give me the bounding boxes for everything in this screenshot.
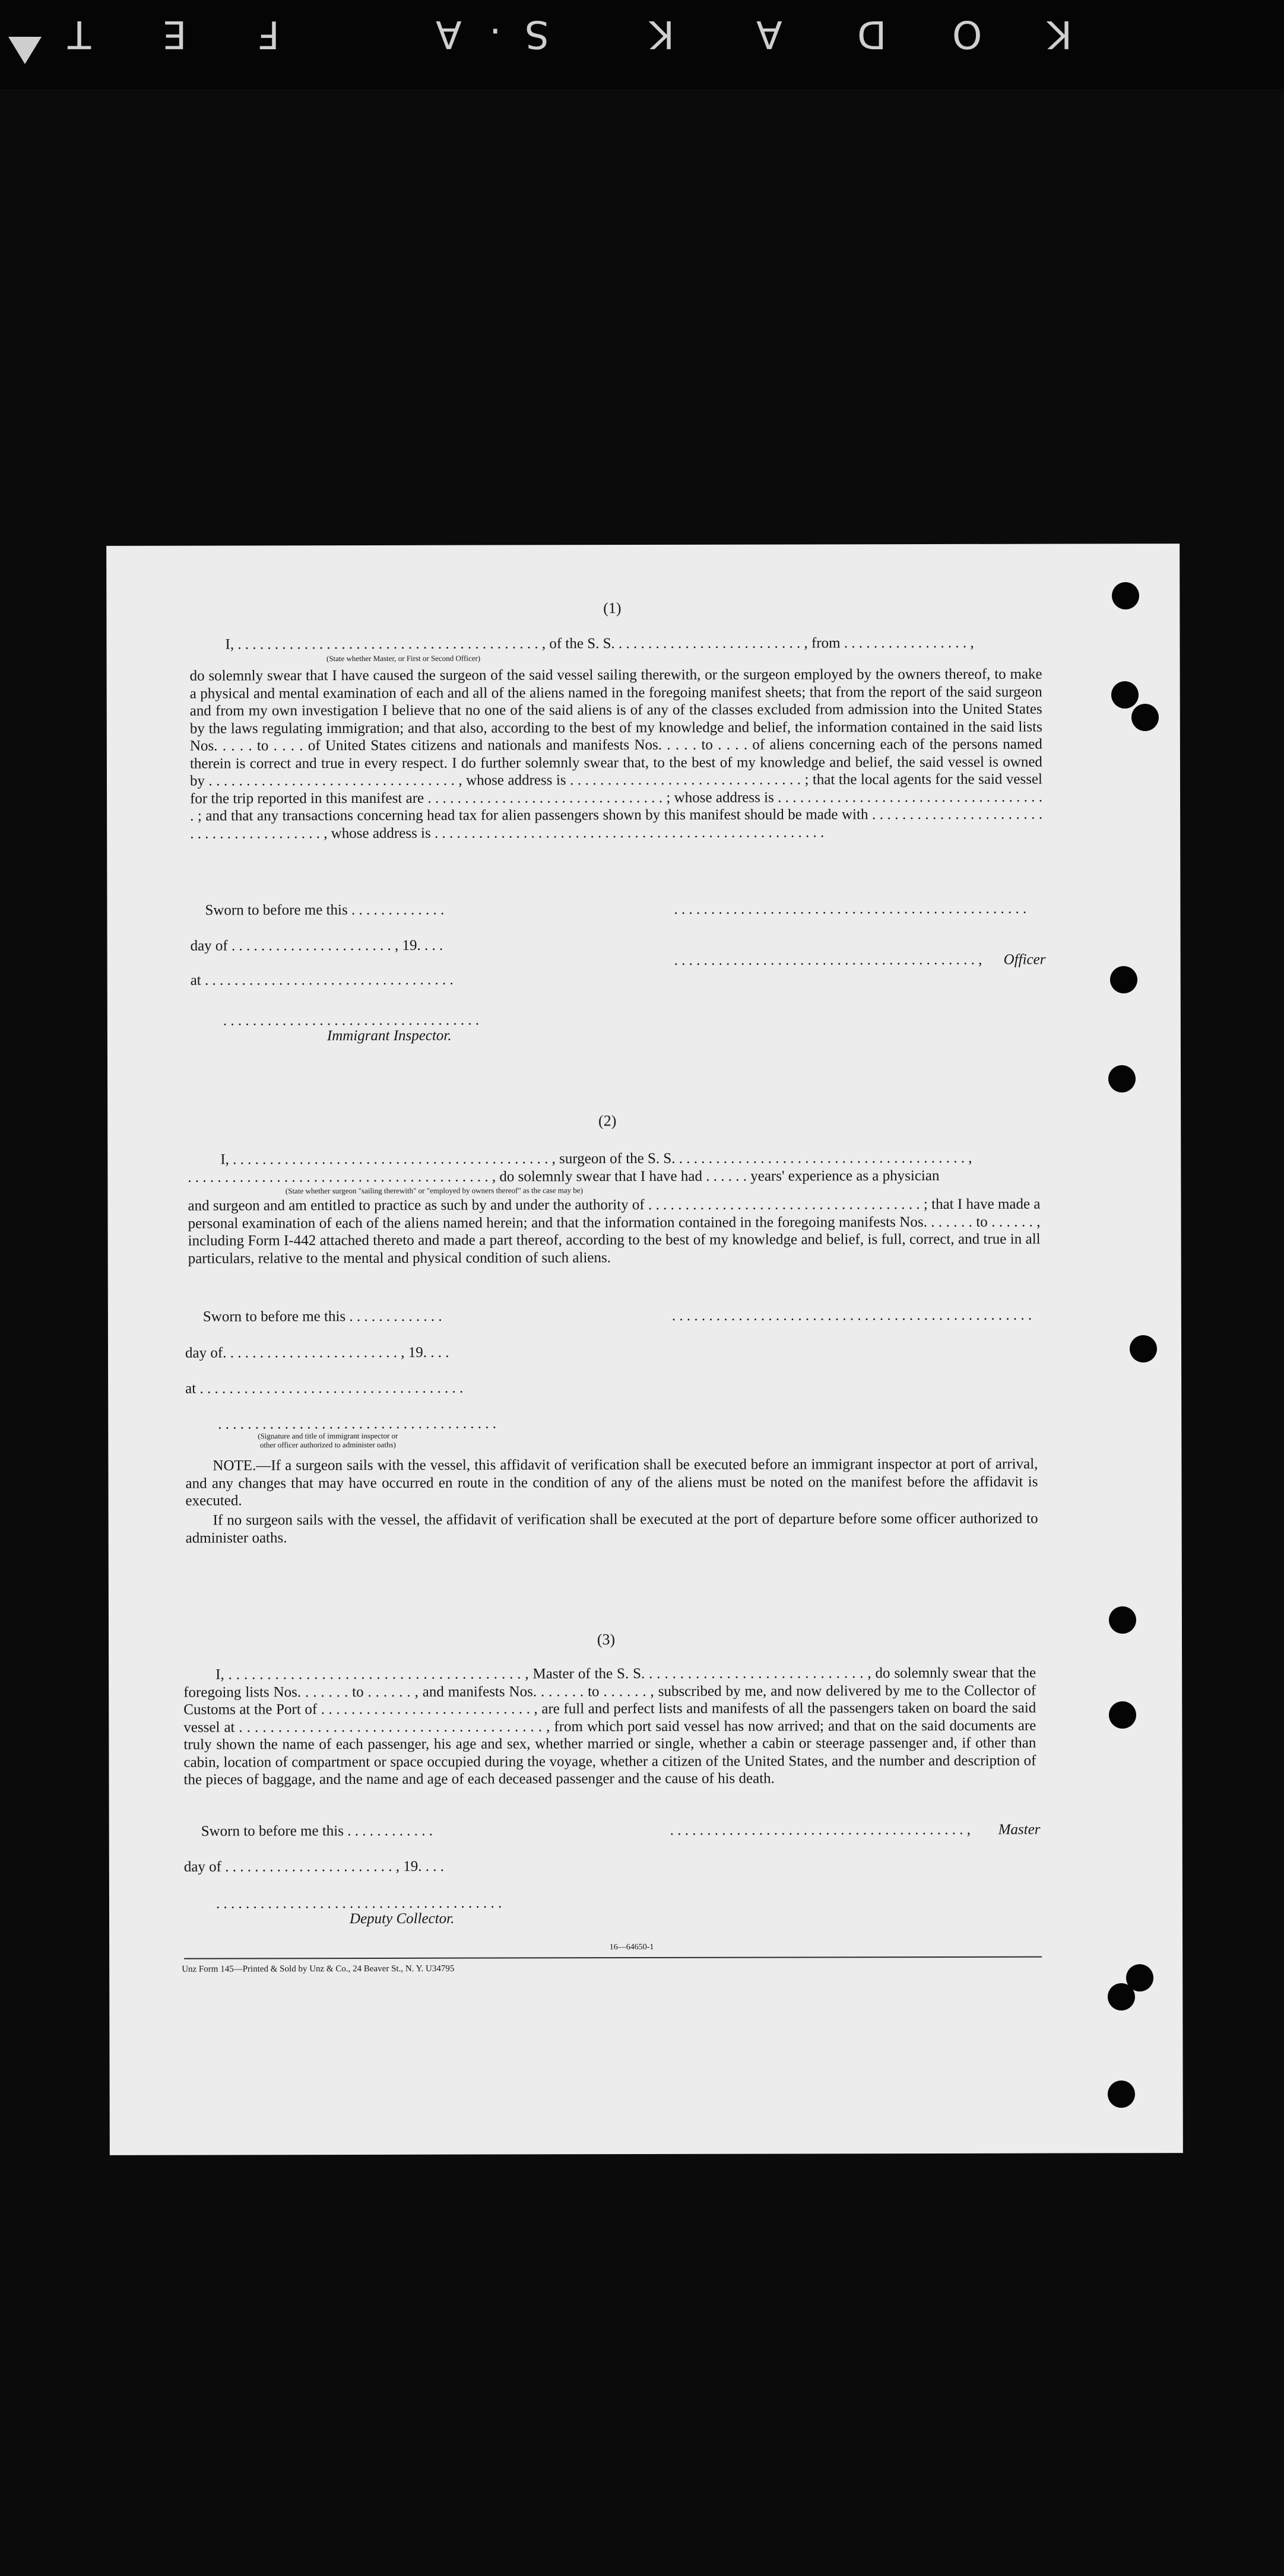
section-2-first-line: I, . . . . . . . . . . . . . . . . . . . . . . . . . . . . . . . . . . . . . . . . . . . , surgeon of the S. S. . . . . . . . . . . . . . . . . . . . . . . . . . . . . . . . . . . . . . . . , (220, 1149, 972, 1168)
film-letter: D (855, 12, 887, 56)
section-2-signature-dots: . . . . . . . . . . . . . . . . . . . . . . . . . . . . . . . . . . . . . . (218, 1415, 497, 1432)
section-2-second-line: . . . . . . . . . . . . . . . . . . . . . . . . . . . . . . . . . . . . . . . . . , do solemnly swear that I have had . . . . . . years' experience as a physician (188, 1167, 940, 1186)
film-letter: E (160, 12, 187, 56)
section-3-sworn: Sworn to before me this . . . . . . . . . . . . (201, 1822, 433, 1840)
section-1-sworn-signature: . . . . . . . . . . . . . . . . . . . . . . . . . . . . . . . . . . . . . . . . . . . . . . . . (674, 900, 1027, 917)
film-letter: S (522, 12, 549, 56)
binder-hole (1112, 582, 1139, 609)
film-letter: A (433, 12, 462, 56)
note-label: NOTE. (213, 1457, 256, 1474)
binder-hole (1130, 1335, 1157, 1362)
section-2-oath-body: and surgeon and am entitled to practice as such by and under the authority of . . . . . . . . . . . . . . . . . . . . . . . . . . . . . . . . . . . . . ; that I have made a personal examination of each of the aliens named herein; and that the information contained in the foregoing manifests Nos. . . . . . . to . . . . . . , including Form I-442 attached thereto and made a part thereof, according to the best of my knowledge and belief, is full, correct, and true in all particulars, relative to the mental and physical condition of such aliens. (188, 1196, 1041, 1267)
section-1-day: day of . . . . . . . . . . . . . . . . . . . . . . , 19. . . . (190, 937, 443, 954)
manifest-affidavit-page (106, 544, 1183, 2155)
binder-hole (1108, 1065, 1136, 1092)
film-letter: K (1045, 12, 1072, 56)
section-1-number: (1) (603, 599, 622, 617)
section-3-master-line: . . . . . . . . . . . . . . . . . . . . . . . . . . . . . . . . . . . . . . . . , (670, 1821, 971, 1838)
binder-hole (1111, 681, 1139, 709)
binder-hole (1109, 1606, 1136, 1634)
section-2-note-2: If no surgeon sails with the vessel, the affidavit of verification shall be executed at the port of departure before some officer authorized to administer oaths. (185, 1510, 1038, 1546)
film-brand-text (0, 8, 1284, 77)
section-3-collector-label: Deputy Collector. (349, 1910, 455, 1927)
section-3-oath-body: I, . . . . . . . . . . . . . . . . . . . . . . . . . . . . . . . . . . . . . . , Master of the S. S. . . . . . . . . . . . . . . . . . . . . . . . . . . . . , do solemnly swear that the foregoing lists Nos. . . . . . . to . . . . . . , and manifests Nos. . . . . . . to . . . . . . , subscribed by me, and now delivered by me to the Collector of Customs at the Port of . . . . . . . . . . . . . . . . . . . . . . . . . . . . , are full and perfect lists and manifests of all the passengers taken on board the said vessel at . . . . . . . . . . . . . . . . . . . . . . . . . . . . . . . . . . . . . . . , from which port said vessel has now arrived; and that on the said documents are truly shown the name of each passenger, his age and sex, whether married or single, whether a cabin or steerage passenger and, if other than cabin, location of compartment or space occupied during the voyage, whether a citizen of the United States, and the number and description of the pieces of baggage, and the name and age of each deceased passenger and the cause of his death. (183, 1665, 1036, 1788)
section-2-at: at . . . . . . . . . . . . . . . . . . . . . . . . . . . . . . . . . . . . (185, 1380, 464, 1397)
binder-hole (1131, 704, 1159, 731)
section-2-sworn-signature: . . . . . . . . . . . . . . . . . . . . . . . . . . . . . . . . . . . . . . . . . . . . . . . . . (671, 1307, 1032, 1324)
footer-rule (184, 1956, 1042, 1959)
section-1-inspector-label: Immigrant Inspector. (326, 1027, 452, 1044)
section-1-first-line: I, . . . . . . . . . . . . . . . . . . . . . . . . . . . . . . . . . . . . . . . . . , of the S. S. . . . . . . . . . . . . . . . . . . . . . . . . . , from . . . . . . . . . . . . . . . . . , (225, 634, 974, 653)
section-2-day: day of. . . . . . . . . . . . . . . . . . . . . . . . , 19. . . . (185, 1344, 449, 1361)
film-letter: A (754, 12, 782, 56)
section-1-sworn: Sworn to before me this . . . . . . . . . . . . . (205, 901, 445, 919)
printer-imprint: Unz Form 145—Printed & Sold by Unz & Co., 24 Beaver St., N. Y. U34795 (182, 1964, 455, 1974)
section-2-signature-note-1: (Signature and title of immigrant inspector or (258, 1431, 398, 1441)
section-1-officer-label: Officer (1003, 951, 1046, 968)
film-letter: F (255, 12, 280, 56)
section-2-note-1 (185, 1456, 1038, 1510)
section-2-surgeon-note: (State whether surgeon "sailing therewith" or "employed by owners thereof" as the case may be) (285, 1186, 584, 1196)
section-1-oath-body: do solemnly swear that I have caused the surgeon of the said vessel sailing therewith, or the surgeon employed by the owners thereof, to make a physical and mental examination of each and all of the aliens named in the foregoing manifest sheets; that from the report of the said surgeon and from my own investigation I believe that no one of the said aliens is of any of the classes excluded from admission into the United States by the laws regulating immigration; and that also, according to the best of my knowledge and belief, the information contained in the said lists Nos. . . . . to . . . . of United States citizens and nationals and manifests Nos. . . . . to . . . . of aliens concerning each of the persons named therein is correct and true in every respect. I do further solemnly swear that, to the best of my knowledge and belief, the said vessel is owned by . . . . . . . . . . . . . . . . . . . . . . . . . . . . . . . . . , whose address is . . . . . . . . . . . . . . . . . . . . . . . . . . . . . . . ; that the local agents for the said vessel for the trip reported in this manifest are . . . . . . . . . . . . . . . . . . . . . . . . . . . . . . . . ; whose address is . . . . . . . . . . . . . . . . . . . . . . . . . . . . . . . . . . . . . ; and that any transactions concerning head tax for alien passengers shown by this manifest should be made with . . . . . . . . . . . . . . . . . . . . . . . . . . . . . . . . . . . . . . . . . , whose address is . . . . . . . . . . . . . . . . . . . . . . . . . . . . . . . . . . . . . . . . . . . . . . . . . . . . . (189, 666, 1043, 842)
section-1-inspector-dots: . . . . . . . . . . . . . . . . . . . . . . . . . . . . . . . . . . . (223, 1012, 480, 1029)
section-3-number: (3) (597, 1631, 616, 1648)
section-1-at: at . . . . . . . . . . . . . . . . . . . . . . . . . . . . . . . . . . (190, 971, 454, 989)
film-separator: · (487, 8, 502, 52)
note-1-text: —If a surgeon sails with the vessel, this affidavit of verification shall be executed before an immigrant inspector at port of arrival, and any changes that may have occurred en route in the condition of any of the aliens must be noted on the manifest before the affidavit is executed. (185, 1456, 1038, 1509)
section-3-master-label: Master (998, 1821, 1041, 1838)
section-2-number: (2) (598, 1112, 617, 1130)
film-letter: O (950, 12, 982, 56)
section-2-signature-note-2: other officer authorized to administer oaths) (259, 1440, 396, 1450)
film-letter: K (647, 12, 674, 56)
binder-hole (1108, 1983, 1135, 2010)
film-edge-strip (0, 0, 1284, 89)
section-3-day: day of . . . . . . . . . . . . . . . . . . . . . . . , 19. . . . (183, 1858, 445, 1875)
binder-hole (1110, 966, 1137, 993)
section-3-collector-dots: . . . . . . . . . . . . . . . . . . . . . . . . . . . . . . . . . . . . . . . (215, 1895, 502, 1912)
film-letter: T (65, 12, 91, 56)
section-1-officer-line: . . . . . . . . . . . . . . . . . . . . . . . . . . . . . . . . . . . . . . . . . , (674, 951, 982, 968)
section-2-sworn: Sworn to before me this . . . . . . . . . . . . . (202, 1308, 442, 1325)
binder-hole (1109, 1701, 1136, 1729)
section-1-officer-note: (State whether Master, or First or Second Officer) (326, 653, 481, 663)
binder-hole (1108, 2081, 1135, 2108)
form-code: 16—64650-1 (609, 1942, 654, 1952)
